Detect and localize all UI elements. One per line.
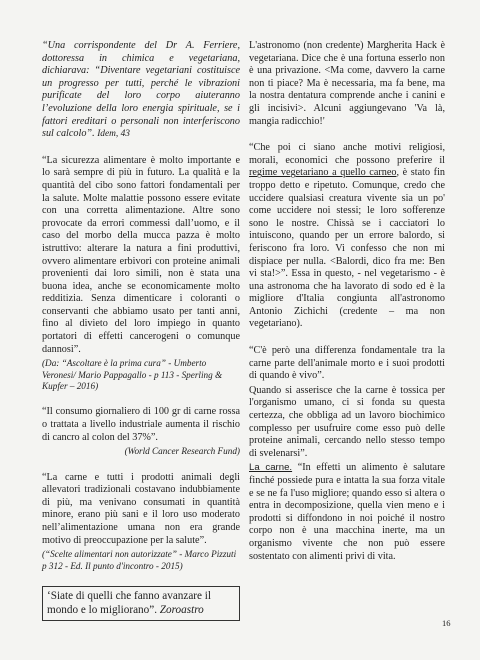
pizzuti-block [42,472,240,572]
ferriere-source: Idem, 43 [97,129,130,140]
hack-quote: “Che poi ci siano anche motivi religiosi, morali, economici che possono preferire il regime vegetariano a quello carneo, è stato fin troppo detto e ripetuto. Comunque, credo che uccidere qualsiasi creatura vivente sia un po' come uccidere noi stessi; le loro sofferenze sono le nostre. Chissà se i cacciatori lo intuiscono, quando per un errore balordo, si feriscono fra loro. Vi confesso che non mi dispiace per nulla. <Balordi, dico fra me: Ben vi sta!>”. Essa in questo, - nel vegetarismo - è una astronoma che ha lavorato di sodo ed è la migliore d'Italia congiunta all'astronomo Antonio Zichichi (credente – ma non vegetariano). [249,142,445,330]
difference-quote: “C'è però una differenza fondamentale tra la carne parte dell'animale morto e i suoi prodotti di quando è vivo”. [249,345,445,382]
veronesi-reference: (Da: “Ascoltare è la prima cura” - Umberto Veronesi/ Mario Pappagallo - p 113 - Sperling & Kupfer – 2016) [42,358,223,392]
underlined-phrase: regime vegetariano a quello carneo [249,167,397,179]
carne-block [249,462,445,563]
pizzuti-reference: (“Scelte alimentari non autorizzate” - Marco Pizzuti p 312 - Ed. Il punto d'incontro - 2015) [42,549,237,571]
page-number: 16 [442,618,451,628]
veronesi-block [42,155,240,393]
toxic-paragraph: Quando si asserisce che la carne è tossica per l'organismo umano, ci si fonda su questa certezza, che obbliga ad un lavoro biochimico complesso per usufruire come esso può delle proteine animali, cercando nello stesso tempo di svelenarsi”. [249,384,445,459]
wcrf-block [42,406,240,457]
wcrf-reference: (World Cancer Research Fund) [124,446,240,457]
carne-label: La carne. [249,462,293,474]
difference-block [249,345,445,383]
hack-intro-block [249,40,445,128]
left-column [42,40,240,621]
veronesi-quote: “La sicurezza alimentare è molto importante e lo sarà sempre di più in futuro. La qualità e la quantità del cibo sono fattori fondamentali per la salute. Molte malattie possono essere evitate con una corretta alimentazione. Altre sono provocate da errori commessi dall’uomo, e il caso del morbo della mucca pazza è molto istruttivo: alterare la natura a fini produttivi, ovvero alimentare erbivori con proteine animali provenienti dai loro simili, non è stata una buona idea, anche se economicamente molto redditizia. Senza dimenticare i coloranti o conservanti che abbiamo usato per tanti anni, fino al divieto del loro impiego in quanto portatori di effetti cancerogeni o comunque dannosi”. [42,154,240,355]
ferriere-quote: “Una corrispondente del Dr A. Ferriere, dottoressa in chimica e vegetariana, dichiarava: “Diventare vegetariani costituisce un progresso per tutti, perché le vibrazioni purificate del loro corpo aiuteranno l’evoluzione della loro energia spirituale, se i fattori ereditari o personali non interferiscono sul calcolo”. Idem, 43 [42,40,240,140]
carne-paragraph: La carne. “In effetti un alimento è salutare finché possiede pura e intatta la sua forza vitale e se ne fa l'uso migliore; quando esso si altera o entra in decomposizione, quella vien meno e i prodotti si diffondono in noi poiché il nostro corpo non è una macchina inerte, ma un organismo vivente che non può essere sostentato con alimenti privi di vita. [249,462,445,562]
zoroastro-quote-box [42,586,240,621]
hack-intro: L'astronomo (non credente) Margherita Hack è vegetariana. Dice che è una fortuna esserlo non è una privazione. <Ma come, davvero la carne non ti piace? Ma è necessaria, ma fa bene, ma la nostra dentatura comprende anche i canini e gli incisivi>. Alcuni aggiungevano 'Va là, mangia radicchio!' [249,40,445,127]
hack-quote-block [249,142,445,331]
ferriere-quote-block [42,40,240,141]
wcrf-quote: “Il consumo giornaliero di 100 gr di carne rossa o trattata a livello industriale aumenta il rischio di cancro al colon del 37%”. [42,406,240,443]
right-column [249,40,445,577]
toxic-block [249,385,445,461]
zoroastro-quote: ‘Siate di quelli che fanno avanzare il mondo e lo migliorano”. [47,590,212,616]
pizzuti-quote: “La carne e tutti i prodotti animali degli allevatori tradizionali costavano indubbiamente di più, ma venivano consumati in quantità minore, erano più sani e il loro uso moderato nell’alimentazione umana non era grande motivo di preoccupazione per la salute”. [42,471,240,546]
zoroastro-author: Zoroastro [159,603,204,616]
